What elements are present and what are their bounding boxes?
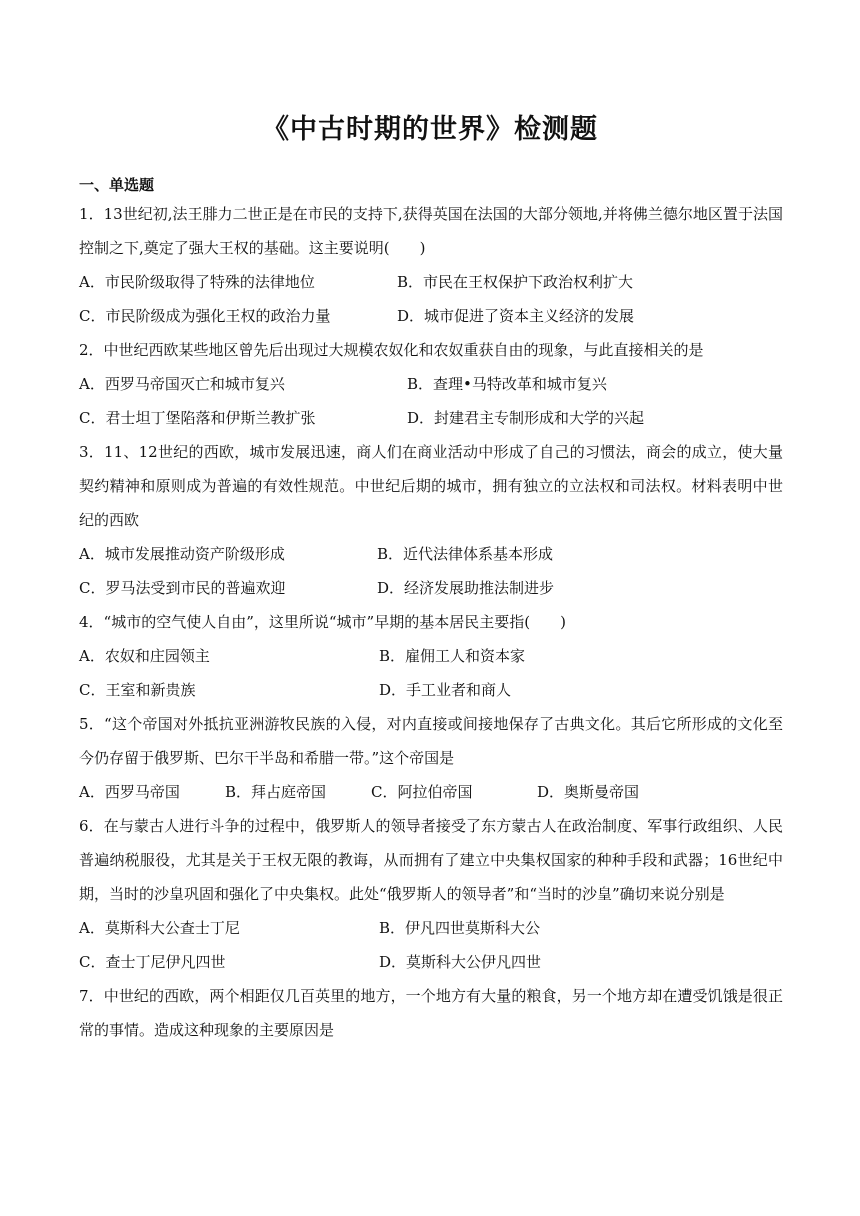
- option-row: [79, 945, 783, 979]
- option-row: [79, 673, 783, 707]
- option-a: A．市民阶级取得了特殊的法律地位: [79, 273, 315, 291]
- option-d: D．手工业者和商人: [379, 681, 512, 699]
- question-7: [79, 979, 783, 1047]
- question-1: [79, 197, 783, 333]
- question-stem: 1．13世纪初,法王腓力二世正是在市民的支持下,获得英国在法国的大部分领地,并将佛兰德尔地区置于法国控制之下,奠定了强大王权的基础。这主要说明( ): [79, 205, 783, 257]
- option-a: A．莫斯科大公查士丁尼: [79, 919, 240, 937]
- question-2: [79, 333, 783, 435]
- option-c: C．阿拉伯帝国: [371, 783, 473, 801]
- option-row: [79, 367, 783, 401]
- option-row: [79, 639, 783, 673]
- question-3: [79, 435, 783, 605]
- option-b: B．查理•马特改革和城市复兴: [407, 375, 607, 393]
- option-row: [79, 299, 783, 333]
- option-d: D．城市促进了资本主义经济的发展: [397, 307, 635, 325]
- option-b: B．近代法律体系基本形成: [377, 545, 554, 563]
- document-title: 《中古时期的世界》检测题: [262, 114, 598, 145]
- option-row: [79, 571, 783, 605]
- option-b: B．拜占庭帝国: [225, 783, 327, 801]
- option-a: A．西罗马帝国: [79, 783, 180, 801]
- option-c: C．罗马法受到市民的普遍欢迎: [79, 579, 286, 597]
- option-b: B．市民在王权保护下政治权利扩大: [397, 273, 634, 291]
- question-5: [79, 707, 783, 809]
- question-stem: 2．中世纪西欧某些地区曾先后出现过大规模农奴化和农奴重获自由的现象，与此直接相关的是: [79, 341, 704, 359]
- option-row: [79, 911, 783, 945]
- option-c: C．市民阶级成为强化王权的政治力量: [79, 307, 331, 325]
- question-stem: 5．“这个帝国对外抵抗亚洲游牧民族的入侵，对内直接或间接地保存了古典文化。其后它所形成的文化至今仍存留于俄罗斯、巴尔干半岛和希腊一带。”这个帝国是: [79, 715, 783, 767]
- option-row: [79, 537, 783, 571]
- option-d: D．经济发展助推法制进步: [377, 579, 555, 597]
- question-6: [79, 809, 783, 979]
- question-list: [79, 197, 783, 1047]
- option-a: A．西罗马帝国灭亡和城市复兴: [79, 375, 285, 393]
- option-row: [79, 265, 783, 299]
- option-c: C．君士坦丁堡陷落和伊斯兰教扩张: [79, 409, 316, 427]
- option-c: C．王室和新贵族: [79, 681, 196, 699]
- option-a: A．农奴和庄园领主: [79, 647, 210, 665]
- option-row: [79, 775, 783, 809]
- section-heading: 一、单选题: [79, 176, 155, 194]
- option-a: A．城市发展推动资产阶级形成: [79, 545, 285, 563]
- option-row: [79, 401, 783, 435]
- option-d: D．奥斯曼帝国: [537, 783, 640, 801]
- question-stem: 3．11、12世纪的西欧，城市发展迅速，商人们在商业活动中形成了自己的习惯法，商会的成立，使大量契约精神和原则成为普遍的有效性规范。中世纪后期的城市，拥有独立的立法权和司法权。材料表明中世纪的西欧: [79, 443, 783, 529]
- question-4: [79, 605, 783, 707]
- option-b: B．伊凡四世莫斯科大公: [379, 919, 541, 937]
- question-stem: 7．中世纪的西欧，两个相距仅几百英里的地方，一个地方有大量的粮食，另一个地方却在遭受饥饿是很正常的事情。造成这种现象的主要原因是: [79, 987, 783, 1039]
- option-c: C．查士丁尼伊凡四世: [79, 953, 226, 971]
- question-stem: 6．在与蒙古人进行斗争的过程中，俄罗斯人的领导者接受了东方蒙古人在政治制度、军事行政组织、人民普遍纳税服役，尤其是关于王权无限的教诲，从而拥有了建立中央集权国家的种种手段和武器；16世纪中期，当时的沙皇巩固和强化了中央集权。此处“俄罗斯人的领导者”和“当时的沙皇”确切来说分别是: [79, 817, 783, 903]
- option-d: D．封建君主专制形成和大学的兴起: [407, 409, 645, 427]
- question-stem: 4．“城市的空气使人自由”，这里所说“城市”早期的基本居民主要指( ): [79, 613, 566, 631]
- option-b: B．雇佣工人和资本家: [379, 647, 526, 665]
- option-d: D．莫斯科大公伊凡四世: [379, 953, 542, 971]
